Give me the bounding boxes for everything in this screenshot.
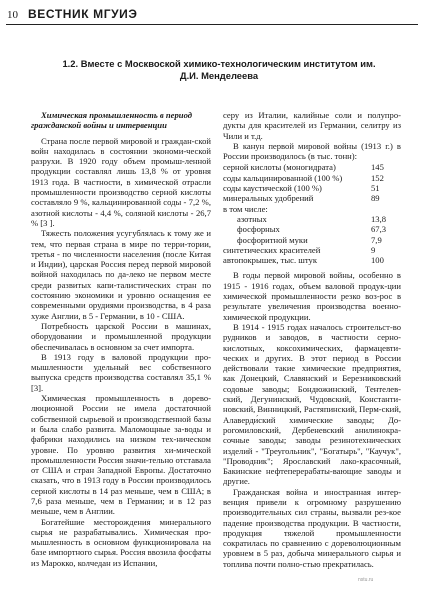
product-value: 13,8: [371, 213, 387, 224]
table-row: [223, 193, 401, 203]
paragraph: Потребность царской России в машинах, оборудовании и промышленной продукции обеспечивалась в основном за счет импорта.: [31, 320, 211, 352]
product-label: фосфорных: [237, 224, 280, 235]
paragraph: Богатейшие месторождения минерального сырья не разрабатывались. Химическая про-мышленность в основном функционировала на базе импортного сырья. Россия ввозила фосфаты из Марокко, колчедан из Испании,: [31, 516, 211, 568]
product-label: синтетических красителей: [223, 244, 321, 255]
paragraph: Страна после первой мировой и граждан-ской войн находилась в состоянии экономи-ческой разрухи. В 1920 году объем промыш-ленной продукции составлял лишь 13,8 % от уровня 1913 года. В частности, в химической отрасли промышленности производство серной кислоты составляло 9 %, кальцинированной соды - 7,2 %, азотной кислоты - 4,4 %, соляной кислоты - 26,7 % [3 ].: [31, 135, 211, 228]
product-value: 89: [371, 193, 380, 204]
paragraph: Гражданская война и иностранная интер-венция привели к огромному разрушению производительных сил страны, вызвали рез-кое падение производства продукции. В частности, продукция тяжелой промышленности сократилась по сравнению с дореволюционным уровнем в 5 раз, добыча минерального сырья и топлива почти полно-стью прекратилась.: [223, 486, 401, 569]
right-column: [223, 110, 401, 569]
table-row: [223, 255, 401, 265]
table-intro: В канун первой мировой войны (1913 г.) в России производилось (в тыс. тонн):: [223, 140, 401, 162]
product-label: автопокрышек, тыс. штук: [223, 255, 318, 266]
product-value: 67,3: [371, 224, 387, 235]
product-label: фосфоритной муки: [237, 234, 308, 245]
paragraph: В годы первой мировой войны, особенно в 1915 - 1916 годах, объем валовой продук-ции химической промышленности резко воз-рос в результате увеличения производства военно-химической продукции.: [223, 270, 401, 322]
product-value: 51: [371, 183, 380, 194]
table-row: [223, 183, 401, 193]
table-row: [223, 204, 401, 214]
table-row: [223, 224, 401, 234]
product-value: 145: [371, 162, 384, 173]
table-row: [223, 214, 401, 224]
section-title: 1.2. Вместе с Москвоской химико-технологическим институтом им. Д.И. Менделеева: [62, 58, 376, 81]
product-label: в том числе:: [223, 203, 268, 214]
product-label: азотных: [237, 213, 267, 224]
product-label: серной кислоты (моногидрата): [223, 162, 336, 173]
paragraph: В 1913 году в валовой продукции про-мышленности удельный вес собственного выпуска средств производства составлял 35,1 % [3].: [31, 351, 211, 393]
journal-title: ВЕСТНИК МГУИЭ: [28, 7, 138, 21]
table-row: [223, 245, 401, 255]
table-row: [223, 162, 401, 172]
table-row: [223, 235, 401, 245]
header-rule: [6, 24, 418, 25]
product-label: соды кальцинированной (100 %): [223, 172, 343, 183]
paragraph: серу из Италии, калийные соли и полупро-дукты для красителей из Германии, селитру из Чили и т.д.: [223, 110, 401, 141]
product-value: [371, 204, 401, 214]
table-row: [223, 173, 401, 183]
product-value: 100: [371, 255, 384, 266]
production-table: [223, 162, 401, 265]
left-column: [31, 110, 211, 568]
product-value: 9: [371, 244, 376, 255]
product-value: 7,9: [371, 234, 382, 245]
product-label: соды каустической (100 %): [223, 183, 322, 194]
product-value: 152: [371, 172, 384, 183]
product-label: минеральных удобрений: [223, 193, 314, 204]
watermark-text: nstu.ru: [358, 577, 374, 583]
page-number: 10: [7, 9, 18, 21]
paragraph: В 1914 - 1915 годах началось строительст-во рудников и заводов, в частности серно-кислотных, коксохимических, фармацевти-ческих и других. В этот период в России действовали такие химические предприятия, как Донецкий, Славянский и Березниковский содовые заводы; Бондюжинский, Тентелев-ский, Дегунинский, Чудовский, Константи-новский, Винницкий, Растяпинский, Перм-ский, Алаверди́ский химические заводы; До-рогомиловский, Дербеневский анилинокра-сочные заводы; заводы резинотехнических изделий - "Треугольник", "Богатырь", "Каучук", "Проводник"; Ярославский лако-красочный, Бакинские нефтеперерабаты-вающие заводы и другие.: [223, 321, 401, 487]
paragraph: Тяжесть положения усугублялась к тому же и тем, что первая страна в мире по терри-тории, третья - по численности населения (после Китая и Индии), царская Россия перед первой мировой войной находилась по да-леко не первом месте среди развитых капи-талистических стран по состоянию экономики и уровню оснащения ее современными орудиями производства, в 4 раза хуже Англии, в 5 - Германии, в 10 - США.: [31, 228, 211, 321]
subheading: Химическая промышленность в период гражданской войны и интервенции: [31, 110, 193, 131]
paragraph: Химическая промышленность в дорево-люционной России не имела достаточной собственной сырьевой и производственной базы и была слабо развита. Маломощные за-воды и фабрики находились на низком тех-ническом уровне. По уровню развития хи-мической промышленности Россия значи-тельно отставала от США и стран Западной Европы. Достаточно сказать, что в 1913 году в России производилось серной кислоты в 14 раз меньше, чем в США; в 7,6 раза меньше, чем в Германии; и в 12 раз меньше, чем в Англии.: [31, 393, 211, 517]
